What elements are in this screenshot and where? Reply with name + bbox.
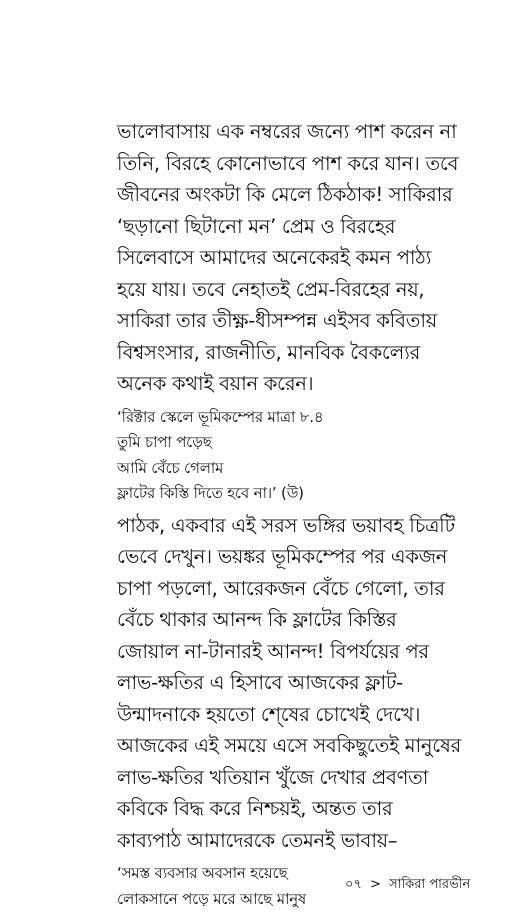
paragraph-line: ‘ছড়ানো ছিটানো মন’ প্রেম ও বিরহের (117, 214, 396, 238)
paragraph-line: কবিকে বিদ্ধ করে নিশ্চয়ই, অন্তত তার (117, 797, 393, 820)
paragraph-line: সাকিরা তার তীক্ষ্ণ-ধীসম্পন্ন এইসব কবিতায় (117, 309, 437, 332)
quote-line: আমি বেঁচে গেলাম (117, 458, 224, 477)
paragraph-line: কাব্যপাঠ আমাদেরকে তেমনই ভাবায়– (117, 828, 398, 852)
paragraph-line: হয়ে যায়। তবে নেহাতই প্রেম-বিরহের নয়, (117, 277, 425, 301)
paragraph-line: লাভ-ক্ষতির খতিয়ান খুঁজে দেখার প্রবণতা (117, 765, 429, 789)
quote-line: তুমি চাপা পড়েছ (117, 433, 212, 451)
quote-line: ‘রিক্টার স্কেলে ভূমিকম্পের মাত্রা ৮.৪ (117, 407, 324, 426)
paragraph-line: উন্মাদনাকে হয়তো শে্ষের চোখেই দেখে। (117, 702, 421, 726)
paragraph-line: জোয়াল না-টানারই আনন্দ! বিপর্যয়ের পর (117, 639, 429, 663)
quote-line: লোকসানে পড়ে মরে আছে মানুষ (117, 889, 307, 908)
page-footer (345, 875, 470, 896)
paragraph-line: ভালোবাসায় এক নম্বরের জন্যে পাশ করেন না (117, 120, 457, 143)
footer-author: সাকিরা পারভীন (389, 877, 471, 892)
quote-line: ফ্লাটের কিস্তি দিতে হবে না।’ (উ) (117, 484, 304, 502)
paragraph-line: তিনি, বিরহে কোনোভাবে পাশ করে যান। তবে (117, 151, 459, 175)
paragraph-line: সিলেবাসে আমাদের অনেকেরই কমন পাঠ্য (117, 246, 432, 269)
paragraph-line: বেঁচে থাকার আনন্দ কি ফ্লাটের কিস্তির (117, 608, 397, 631)
quote-line: ‘সমস্ত ব্যবসার অবসান হয়েছে (117, 864, 288, 882)
paragraph-line: পাঠক, একবার এই সরস ভঙ্গির ভয়াবহ চিত্রটি (117, 513, 455, 537)
paragraph-line: আজকের এই সময়ে এসে সবকিছুতেই মানুষের (117, 734, 461, 757)
page-number: ০৭ (345, 877, 362, 892)
paragraph-line: জীবনের অংকটা কি মেলে ঠিকঠাক! সাকিরার (117, 183, 453, 206)
paragraph-line: বিশ্বসংসার, রাজনীতি, মানবিক বৈকল্যের (117, 340, 421, 364)
paragraph-line: অনেক কথাই বয়ান করেন। (117, 372, 314, 395)
footer-separator: > (370, 877, 381, 892)
paragraph-line: ভেবে দেখুন। ভয়ঙ্কর ভূমিকম্পের পর একজন (117, 545, 448, 568)
paragraph-line: লাভ-ক্ষতির এ হিসাবে আজকের ফ্লাট- (117, 671, 403, 694)
paragraph-line: চাপা পড়লো, আরেকজন বেঁচে গেলো, তার (117, 576, 445, 600)
